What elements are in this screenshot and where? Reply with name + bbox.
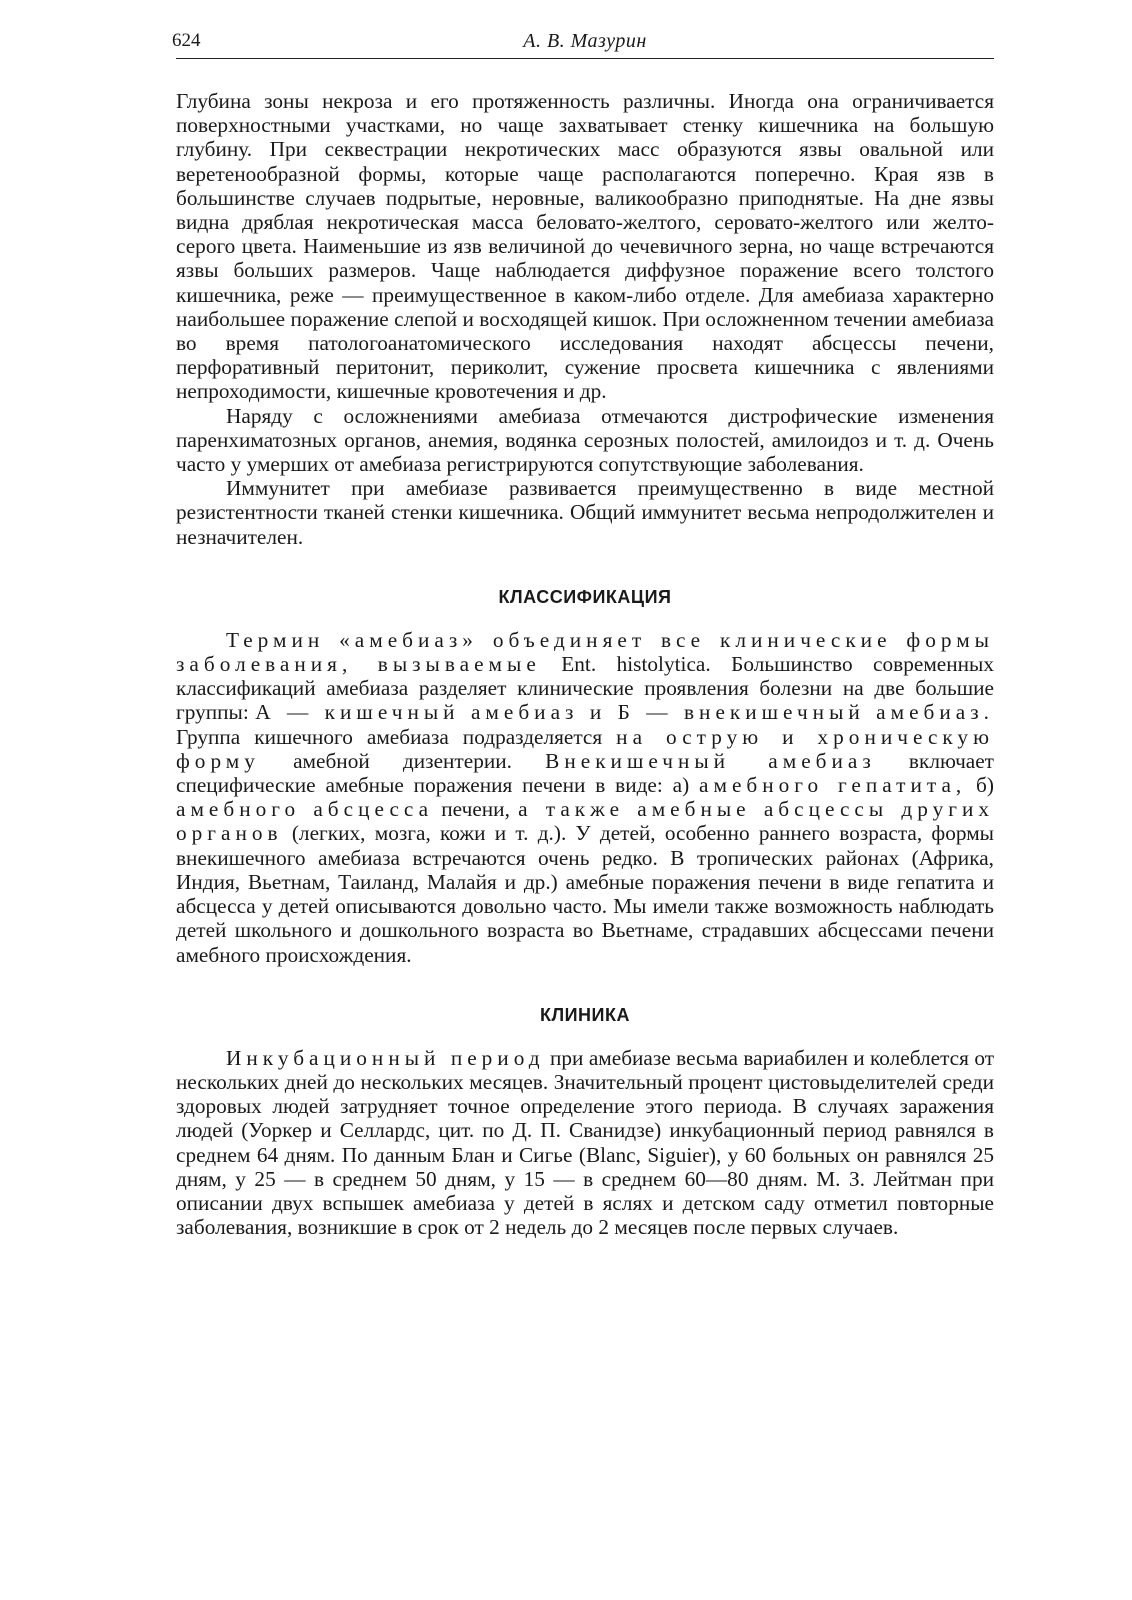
paragraph-necrosis: Глубина зоны некроза и его протяженность различны. Иногда она ограничивается поверхностными участками, но чаще захватывает стенку кишечника на большую глубину. При секвестрации некротических масс образуются язвы овальной или веретенообразной формы, которые чаще располагаются поперечно. Края язв в большинстве случаев подрытые, неровные, валикообразно приподнятые. На дне язвы видна дряблая некротическая масса беловато-желтого, серовато-желтого или желто-серого цвета. Наименьшие из язв величиной до чечевичного зерна, но чаще встречаются язвы больших размеров. Чаще наблюдается диффузное поражение всего толстого кишечника, реже — преимущественное в каком-либо отделе. Для амебиаза характерно наибольшее поражение слепой и восходящей кишок. При осложненном течении амебиаза во время патологоанатомического исследования находят абсцессы печени, перфоративный перитонит, периколит, сужение просвета кишечника с явлениями непроходимости, кишечные кровотечения и др. [176,89,994,404]
text-run: Группа кишечного амебиаза подразделяется [176,724,617,749]
spaced-text: амебного гепатита, [699,773,967,798]
text-run: б) [966,773,994,798]
page-number: 624 [172,30,201,51]
spaced-text: Термин «амебиаз» объединяет все клинические формы заболевания, вызываемые [176,627,994,677]
running-title: А. В. Мазурин [523,30,647,52]
text-run: включает специфические амебные поражения печени в виде: а) [176,748,994,798]
paragraph-classification [176,628,994,967]
section-classification [176,587,994,967]
spaced-text: Внекишечный амебиаз [545,748,876,773]
text-run: при амебиазе весьма вариабилен и колеблется от нескольких дней до нескольких месяцев. Значительный процент цистовыделителей среди здоровых людей затрудняет точное определение этого периода. В случаях заражения людей (Уоркер и Селлардс, цит. по Д. П. Сванидзе) инкубационный период равнялся в среднем 64 дням. По данным Блан и Сигье (Blanc, Siguier), у 60 больных он равнялся 25 дням, у 25 — в среднем 50 дням, у 15 — в среднем 60—80 дням. М. З. Лейтман при описании двух вспышек амебиаза у детей в яслях и детском саду отметил повторные заболевания, возникшие в срок от 2 недель до 2 месяцев после первых случаев. [176,1045,995,1240]
spaced-text: А — кишечный амебиаз и Б — внекишечный амебиаз. [255,700,994,725]
text-run: амебной дизентерии. [259,748,546,773]
spaced-text: Инкубационный период [226,1045,545,1070]
section-clinic [176,1005,994,1240]
paragraph-complications: Наряду с осложнениями амебиаза отмечаются дистрофические изменения паренхиматозных органов, анемия, водянка серозных полостей, амилоидоз и т. д. Очень часто у умерших от амебиаза регистрируются сопутствующие заболевания. [176,403,994,477]
intro-text [176,89,994,549]
header-rule [176,58,994,59]
text-run: (легких, мозга, кожи и т. д.). У детей, особенно раннего возраста, формы внекишечного амебиаза встречаются очень редко. В тропических районах (Африка, Индия, Вьетнам, Таиланд, Малайя и др.) амебные поражения печени в виде гепатита и абсцесса у детей описываются довольно часто. Мы имели также возможность наблюдать детей школьного и дошкольного возраста во Вьетнаме, страдавших абсцессами печени амебного происхождения. [176,821,994,967]
text-run: Ent. histolytica. Большинство современных классификаций амебиаза разделяет клинические проявления болезни на две большие группы: [176,652,994,725]
running-head [172,26,994,56]
text-run: печени, [433,797,519,822]
paragraph-incubation [176,1046,994,1240]
paragraph-immunity: Иммунитет при амебиазе развивается преимущественно в виде местной резистентности тканей стенки кишечника. Общий иммунитет весьма непродолжителен и незначителен. [176,476,994,549]
spaced-text: амебного абсцесса [176,797,434,822]
section-heading-classification: КЛАССИФИКАЦИЯ [498,586,672,607]
spaced-text: на острую и хроническую форму [176,724,994,773]
spaced-text: а также амебные абсцессы других органов [176,797,994,846]
book-page [172,26,995,1240]
section-heading-clinic: КЛИНИКА [540,1004,630,1025]
